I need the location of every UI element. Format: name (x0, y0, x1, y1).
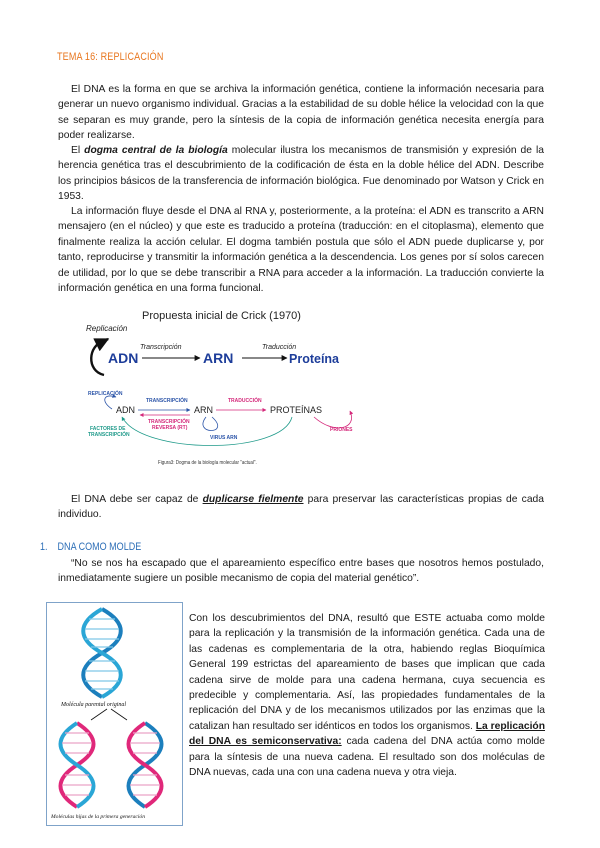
replicacion-label: Replicación (86, 324, 128, 333)
r2-proteinas-label: PROTEÍNAS (270, 405, 323, 415)
daughter-helix-right (129, 723, 162, 807)
r2-adn-label: ADN (116, 405, 136, 415)
arn-label: ARN (203, 350, 234, 366)
r2-traduccion-label: TRADUCCIÓN (228, 398, 262, 404)
r2-replicacion-label: REPLICACIÓN (88, 391, 123, 397)
r2-replication-arrow (105, 396, 116, 409)
r2-arn-label: ARN (194, 405, 214, 415)
r2-virus-label: VIRUS ARN (210, 435, 238, 441)
figure-heading: Propuesta inicial de Crick (1970) (142, 310, 301, 322)
split-arrow-left (91, 709, 107, 720)
dna-replication-figure (46, 602, 183, 826)
central-dogma-figure (82, 305, 372, 475)
p4-post: para preservar las características propias de cada individuo. (58, 494, 544, 521)
p4-pre: El DNA debe ser capaz de (71, 494, 203, 505)
replication-loop-arrow (91, 341, 104, 375)
side-pre: Con los descubrimientos del DNA, resultó que ESTE actuaba como molde para la replicación y la transmisión de la información genética. Cada una de las cadenas es complementaria de la otra, habiendo reglas Bioquímica General 199 estrictas del apareamiento de bases que implican que cada cadena sirve de molde para una cadena hermana, cuya secuencia es predecible y complementaria. Así, las propiedades fundamentales de la replicación del DNA y de los mecanismos utilizados por las enzimas que la catalizan han resultado ser idénticos en todos los organismos. (189, 613, 545, 732)
side-post: cada cadena del DNA actúa como molde para la síntesis de una nueva cadena. El resultado son dos moléculas de DNA nuevas, cada una con una cadena nueva y otra vieja. (189, 736, 545, 779)
transcripcion-label: Transcripción (140, 344, 182, 351)
r2-priones-label: PRIONES (330, 427, 353, 433)
intro-paragraph-1: El DNA es la forma en que se archiva la información genética, contiene la información necesaria para generar un nuevo organismo individual. Gracias a la estabilidad de su doble hélice la velocidad con la que se separan es muy grande, pero la síntesis de la copia de información genética necesita energía para poder realizarse. (58, 84, 544, 142)
parent-label: Molécula parental original (61, 702, 127, 708)
dna-illustration (47, 603, 182, 825)
dna-template-paragraph (189, 611, 545, 780)
r2-virus-loop (203, 417, 218, 431)
daughter-helix-left (61, 723, 94, 807)
split-arrow-right (111, 709, 127, 720)
quote-paragraph: “No se nos ha escapado que el apareamiento específico entre bases que nosotros hemos postulado, inmediatamente sugiere un posible mecanismo de copia del material genético”. (58, 558, 544, 585)
p2-pre: El (71, 145, 85, 156)
r2-factores-label-1: FACTORES DE (90, 426, 126, 432)
r2-factores-label-2: TRANSCRIPCIÓN (88, 432, 130, 438)
children-label: Moléculas hijas de la primera generación (51, 814, 145, 820)
parent-helix (83, 609, 121, 697)
intro-paragraph-2 (58, 143, 544, 205)
r2-reversa-label-1: TRANSCRIPCIÓN (148, 419, 190, 425)
section-heading: 1. DNA COMO MOLDE (40, 541, 142, 553)
page-title: TEMA 16: REPLICACIÓN (57, 51, 164, 63)
paragraph-duplicarse (58, 492, 544, 523)
r2-reversa-label-2: REVERSA (RT) (152, 425, 188, 431)
adn-label: ADN (108, 350, 139, 366)
p4-emphasis: duplicarse fielmente (202, 494, 304, 505)
traduccion-label: Traducción (262, 344, 297, 351)
p2-emphasis: dogma central de la biología (84, 145, 228, 156)
r2-transcripcion-label: TRANSCRIPCIÓN (146, 398, 188, 404)
proteina-label: Proteína (289, 352, 340, 366)
side-emphasis: La replicación del DNA es semiconservativa: (189, 720, 546, 748)
intro-paragraph-3: La información fluye desde el DNA al RNA y, posteriormente, a la proteína: el ADN es transcrito a ARN mensajero (en el núcleo) y que este es traducido a proteína (traducción: en el citoplasma), elemento que finalmente realiza la acción celular. El dogma también postula que sólo el ADN puede duplicarse y, por tanto, reproducirse y transmitir la información genética a la descendencia. Los genes por sí solos carecen de utilidad, por lo que se debe transcribir a RNA para acceder a la información. La traducción convierte la información genética en una forma funcional. (58, 206, 544, 295)
figure-caption: Figura3: Dogma de la biología molecular "actual". (158, 460, 257, 466)
p2-post: molecular ilustra los mecanismos de transmisión y expresión de la herencia genética tras el descubrimiento de la codificación de ésta en la doble hélice del ADN. Describe los principios básicos de la transferencia de información biológica. Fue denominado por Watson y Crick en 1953. (58, 145, 544, 203)
